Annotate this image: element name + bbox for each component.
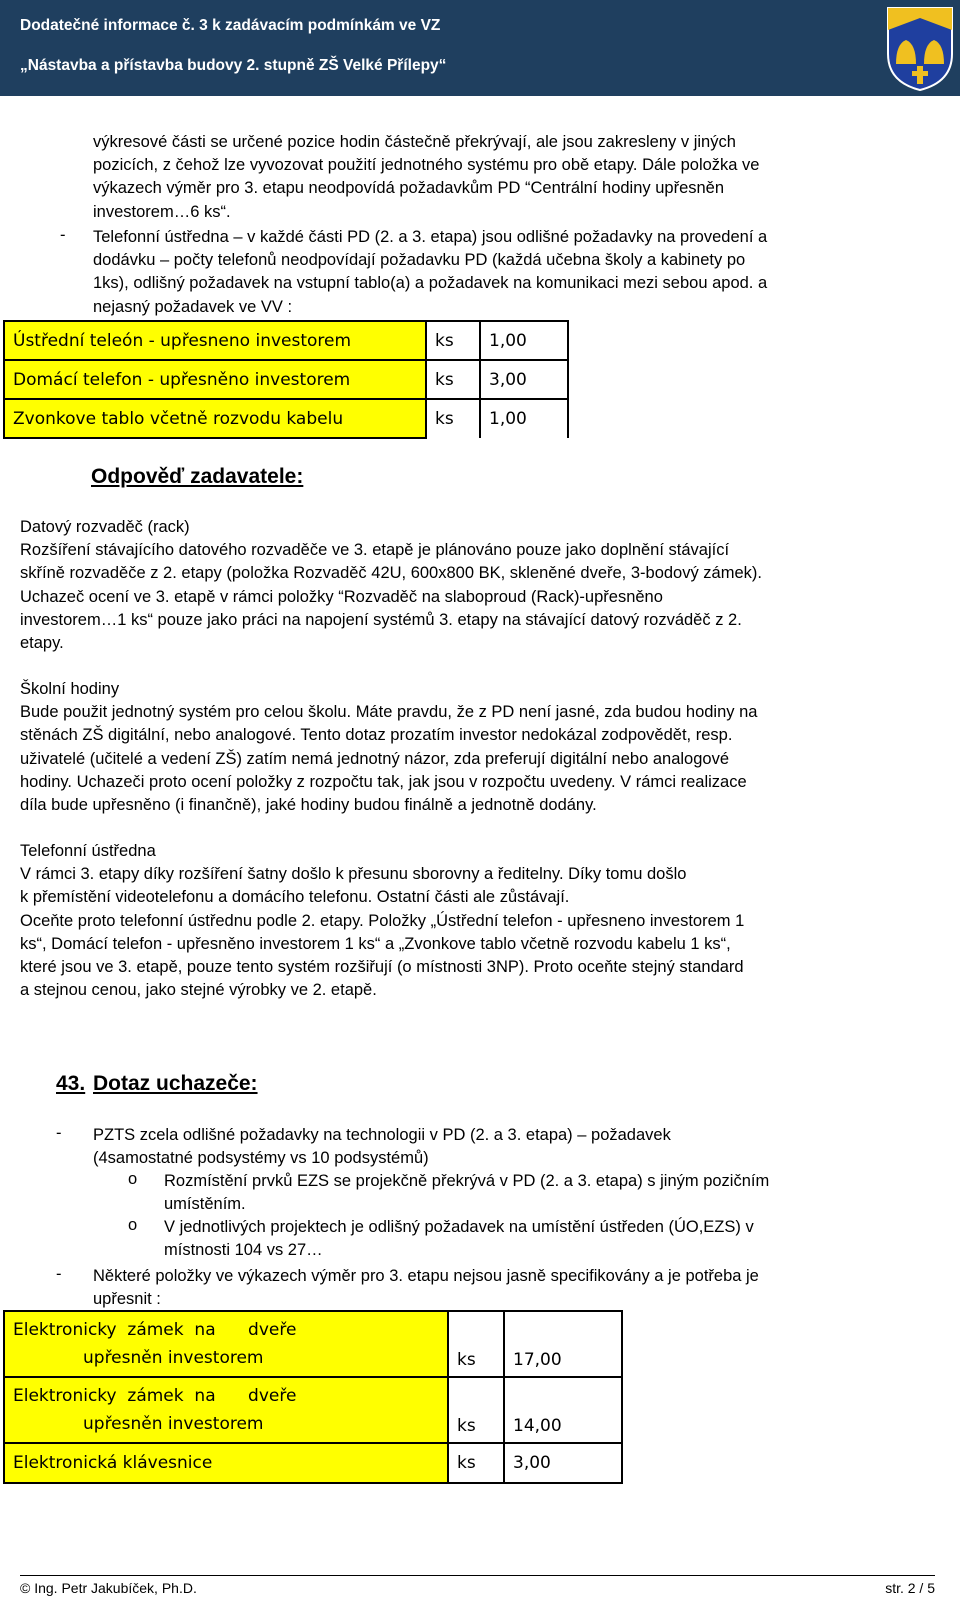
footer-page-number: str. 2 / 5 [885,1580,935,1596]
table-cell-qty: 14,00 [504,1377,622,1443]
sub-bullet: o [128,1170,138,1188]
table-cell-item: Elektronicky zámek na dveře upřesněn investorem [4,1311,448,1377]
question-heading: Dotaz uchazeče: [93,1072,258,1095]
question-context-paragraph: výkresové části se určené pozice hodin částečně překrývají, ale jsou zakresleny v jiných pozicích, z čehož lze vyvozovat použití jednotného systému pro obě etapy. Dále položka ve výkazech výměr pro 3. etapu neodpovídá požadavkům PD “Centrální hodiny upřesněn investorem…6 ks“. [93,133,760,221]
pzts-paragraph: PZTS zcela odlišné požadavky na technologii v PD (2. a 3. etapa) – požadavek (4samostatné podsystémy vs 10 podsystémů) [93,1126,671,1168]
question-number: 43. [56,1072,86,1095]
table-cell-unit: ks [426,321,480,360]
table-cell-item: Zvonkove tablo včetně rozvodu kabelu [4,399,426,438]
table-cell-unit: ks [426,399,480,438]
answer-clock-section: Školní hodiny Bude použit jednotný systém pro celou školu. Máte pravdu, že z PD není jasné, zda budou hodiny na stěnách ZŠ digitální, nebo analogové. Tento dotaz prozatím investor nedokázal zodpovědět, resp. uživatelé (učitelé a vedení ZŠ) zatím nemá jednotný názor, zda preferují digitální nebo analogové hodiny. Uchazeči proto ocení položky z rozpočtu tak, jak jsou v rozpočtu uvedeny. V rámci realizace díla bude upřesněno (i finančně), jaké hodiny budou finálně a jednotně dodány. [20,678,935,817]
answer-telephone-section: Telefonní ústředna V rámci 3. etapy díky rozšíření šatny došlo k přesunu sborovny a ředitelny. Díky tomu došlo k přemístění videotelefonu a domácího telefonu. Ostatní části ale zůstávají. Oceňte proto telefonní ústřednu podle 2. etapy. Položky „Ústřední telefon - upřesneno investorem 1 ks“, Domácí telefon - upřesněno investorem 1 ks“ a „Zvonkove tablo včetně rozvodu kabelu 1 ks“, které jsou ve 3. etapě, pouze tento systém rozšiřují (o místnosti 3NP). Proto oceňte stejný standard a stejnou cenou, jako stejné výrobky ve 2. etapě. [20,840,935,1002]
table-row [4,360,568,399]
table-cell-item: Elektronicky zámek na dveře upřesněn investorem [4,1377,448,1443]
header-subtitle: „Nástavba a přístavba budovy 2. stupně ZŠ Velké Přílepy“ [20,57,447,74]
table-cell-unit: ks [448,1377,504,1443]
table-cell-qty: 1,00 [480,399,568,438]
bill-of-quantities-table-2 [3,1310,623,1484]
bill-of-quantities-table-1 [3,320,569,439]
telephone-title: Telefonní ústředna [20,842,156,860]
footer-divider [20,1575,935,1576]
sub-item-controllers: V jednotlivých projektech je odlišný požadavek na umístění ústředen (ÚO,EZS) v místnosti 104 vs 27… [164,1218,754,1260]
table-cell-unit: ks [448,1443,504,1483]
table-row [4,399,568,438]
table-cell-qty: 3,00 [504,1443,622,1483]
page-header [0,0,960,96]
table-cell-qty: 17,00 [504,1311,622,1377]
bullet-dash: - [56,1265,62,1283]
clock-title: Školní hodiny [20,680,120,698]
sub-item-ezs: Rozmístění prvků EZS se projekčně překrývá v PD (2. a 3. etapa) s jiným pozičním umístěním. [164,1172,770,1214]
table-cell-item: Domácí telefon - upřesněno investorem [4,360,426,399]
table-cell-unit: ks [448,1311,504,1377]
rack-title: Datový rozvaděč (rack) [20,518,190,536]
table-row [4,1377,622,1443]
footer-author: © Ing. Petr Jakubíček, Ph.D. [20,1580,197,1596]
municipal-crest-icon [884,4,956,92]
answer-rack-section: Datový rozvaděč (rack) Rozšíření stávajícího datového rozvaděče ve 3. etapě je plánováno pouze jako doplnění stávající skříně rozvaděče z 2. etapy (položka Rozvaděč 42U, 600x800 BK, skleněné dveře, 3-bodový zámek). Uchazeč ocení ve 3. etapě v rámci položky “Rozvaděč na slaboproud (Rack)-upřesněno investorem…1 ks“ pouze jako práci na napojení systémů 3. etapy na stávající datový rozváděč z 2. etapy. [20,516,935,655]
bullet-dash: - [60,226,66,244]
telephone-question-paragraph: Telefonní ústředna – v každé části PD (2. a 3. etapa) jsou odlišné požadavky na provedení a dodávku – počty telefonů neodpovídají požadavku PD (každá učebna školy a kabinety po 1ks), odlišný požadavek na vstupní tablo(a) a požadavek na komunikaci mezi sebou apod. a nejasný požadavek ve VV : [93,228,768,316]
table-row [4,1311,622,1377]
header-title: Dodatečné informace č. 3 k zadávacím podmínkám ve VZ [20,17,441,34]
table-cell-unit: ks [426,360,480,399]
answer-heading: Odpověď zadavatele: [91,465,304,488]
table-row [4,1443,622,1483]
table-cell-item: Ústřední teleón - upřesneno investorem [4,321,426,360]
table-row [4,321,568,360]
table-cell-item: Elektronická klávesnice [4,1443,448,1483]
table-cell-qty: 1,00 [480,321,568,360]
bullet-dash: - [56,1124,62,1142]
table-cell-qty: 3,00 [480,360,568,399]
sub-bullet: o [128,1216,138,1234]
items-paragraph: Některé položky ve výkazech výměr pro 3. etapu nejsou jasně specifikovány a je potřeba je upřesnit : [93,1267,759,1309]
